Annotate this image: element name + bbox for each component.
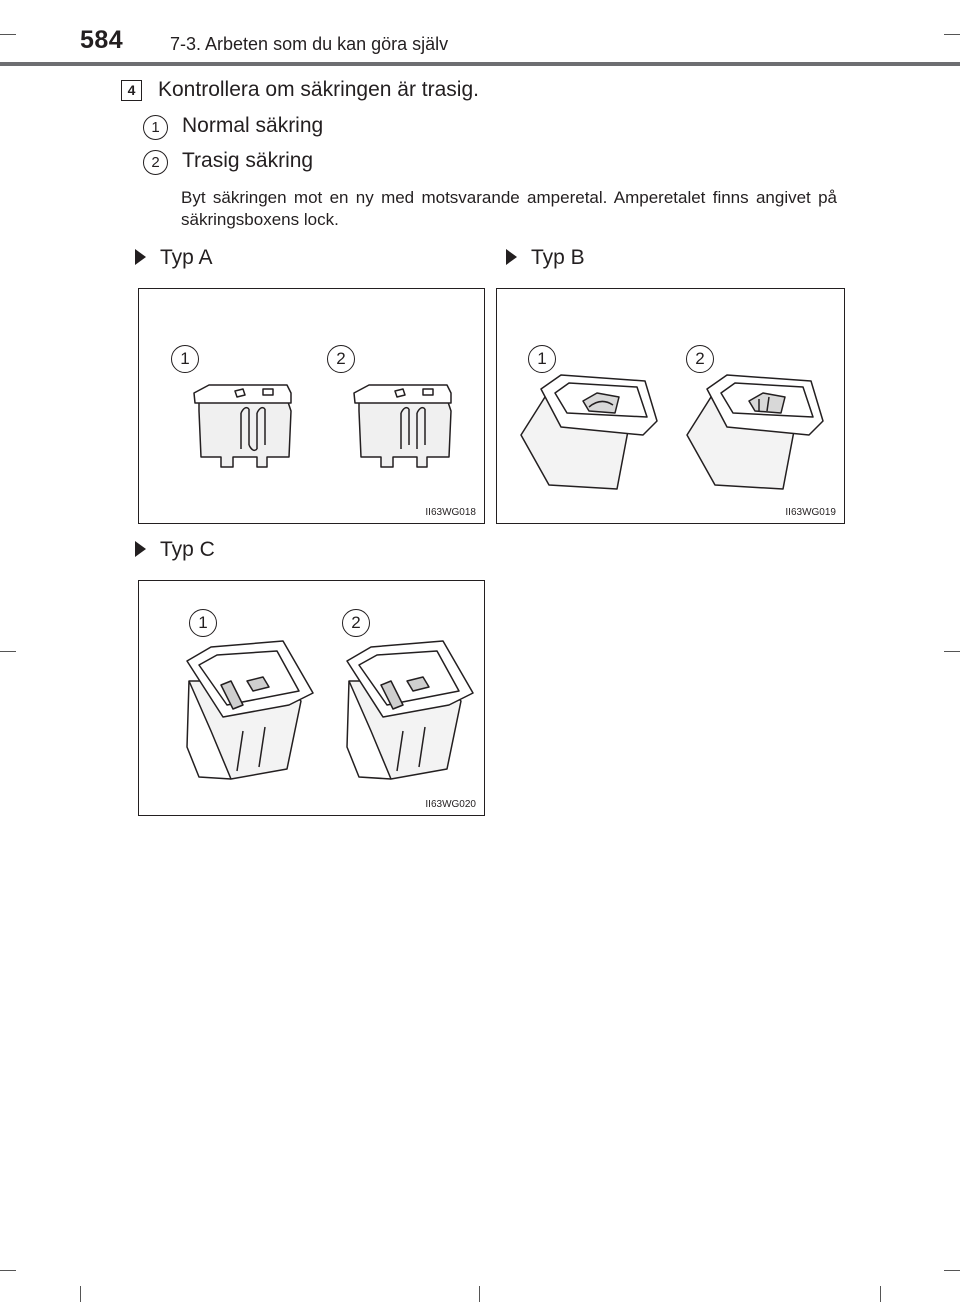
type-a-heading [135,246,213,270]
callout-1: 1 [171,345,199,373]
item-number-1: 1 [143,115,168,140]
arrow-right-icon [135,541,146,557]
arrow-right-icon [506,249,517,265]
callout-2: 2 [686,345,714,373]
fuse-type-a-illustration [139,289,486,525]
crop-mark [944,651,960,652]
callout-2: 2 [327,345,355,373]
figure-type-a [138,288,485,524]
crop-mark [479,1286,480,1302]
figure-type-b [496,288,845,524]
step-text: Kontrollera om säkringen är trasig. [158,78,479,101]
crop-mark [944,34,960,35]
step-number-badge: 4 [121,80,142,101]
item-label-normal-fuse: Normal säkring [182,114,324,137]
type-c-heading [135,538,215,562]
fuse-type-b-illustration [497,289,846,525]
crop-mark [0,34,16,35]
type-a-label: Typ A [160,246,213,269]
crop-mark [0,651,16,652]
page-number: 584 [80,26,124,54]
callout-1: 1 [528,345,556,373]
type-c-label: Typ C [160,538,215,561]
item-number-2: 2 [143,150,168,175]
type-b-heading [506,246,585,270]
crop-mark [0,1270,16,1271]
header-rule [0,62,960,66]
crop-mark [880,1286,881,1302]
crop-mark [944,1270,960,1271]
crop-mark [80,1286,81,1302]
figure-code: II63WG019 [785,507,836,518]
chapter-title: 7-3. Arbeten som du kan göra själv [170,34,449,54]
figure-code: II63WG020 [425,799,476,810]
figure-code: II63WG018 [425,507,476,518]
callout-1: 1 [189,609,217,637]
callout-2: 2 [342,609,370,637]
description-text: Byt säkringen mot en ny med motsvarande amperetal. Amperetalet finns angivet på säkringsboxens lock. [181,188,837,229]
figure-type-c [138,580,485,816]
arrow-right-icon [135,249,146,265]
type-b-label: Typ B [531,246,585,269]
item-label-blown-fuse: Trasig säkring [182,149,314,172]
